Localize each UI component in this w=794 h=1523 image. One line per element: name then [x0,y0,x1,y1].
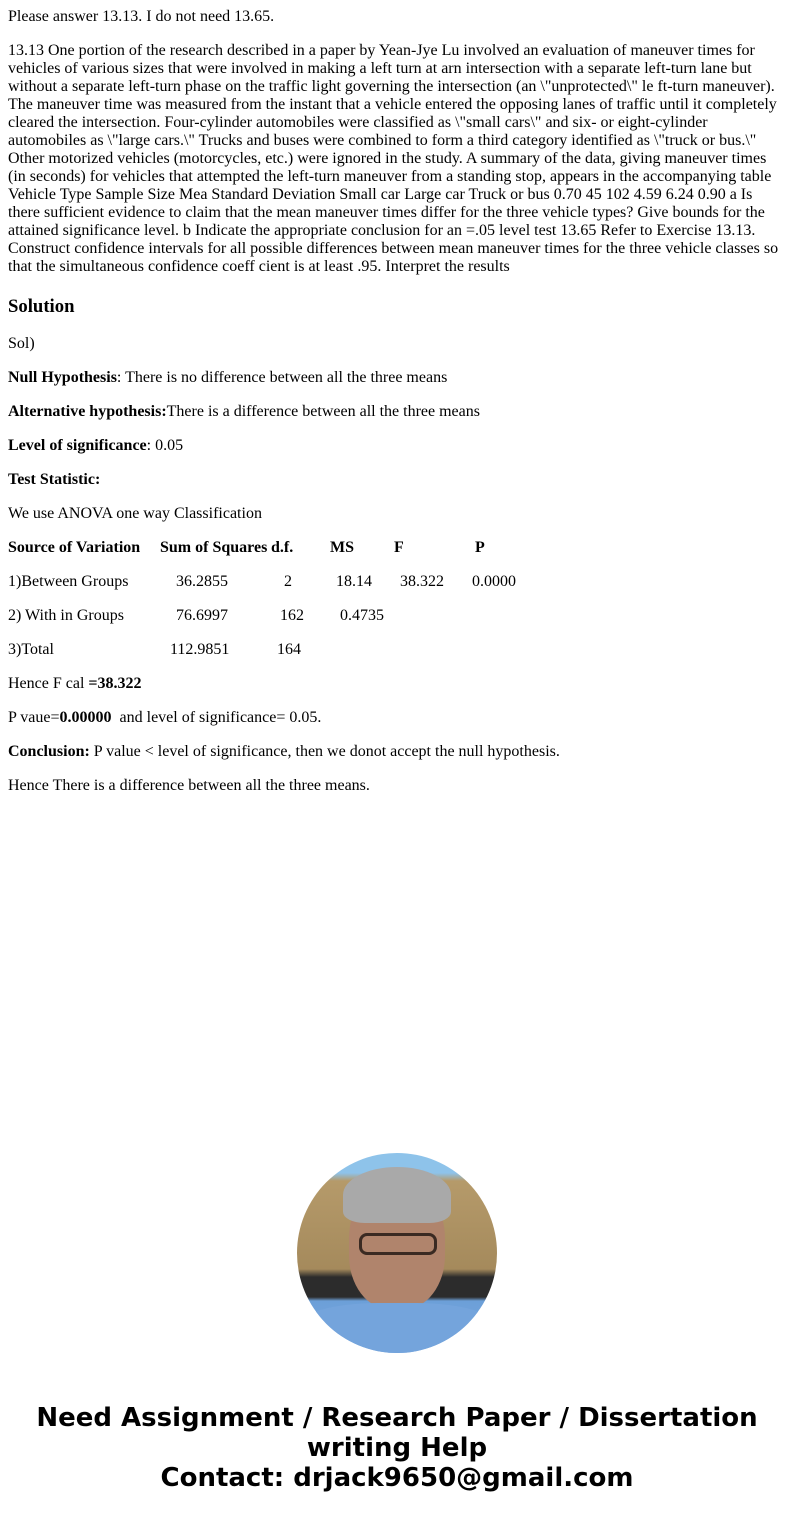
null-hypothesis [8,369,447,387]
solution-heading: Solution [8,296,75,317]
cell-source: 3)Total [8,641,54,658]
null-text: : There is no difference between all the three means [116,369,448,386]
test-label: Test Statistic: [8,471,101,488]
header-ms: MS [330,539,354,556]
fcal-value: =38.322 [88,675,142,692]
cell-df: 162 [280,607,304,624]
cell-f: 38.322 [400,573,444,590]
f-calculated [8,675,142,693]
pvalue-suffix: and level of significance= 0.05. [111,709,322,726]
header-ss: Sum of Squares [160,539,268,556]
conclusion [8,743,560,761]
null-label: Null Hypothesis [8,369,117,386]
avatar-hair [343,1167,451,1223]
sol-label: Sol) [8,335,35,352]
question-body: 13.13 One portion of the research described in a paper by Yean-Jye Lu involved an evaluation of maneuver times for vehicles of various sizes that were involved in making a left turn at arn intersection with a separate left-turn lane but without a separate left-turn phase on the traffic light governing the intersection (an \"unprotected\" le ft-turn maneuver). The maneuver time was measured from the instant that a vehicle entered the opposing lanes of traffic until it completely cleared the intersection. Four-cylinder automobiles were classified as \"small cars\" and six- or eight-cylinder automobiles as \"large cars.\" Trucks and buses were combined to form a third category identified as \"truck or bus.\" Other motorized vehicles (motorcycles, etc.) were ignored in the study. A summary of the data, giving maneuver times (in seconds) for vehicles that attempted the left-turn maneuver from a standing stop, appears in the accompanying table Vehicle Type Sample Size Mea Standard Deviation Small car Large car Truck or bus 0.70 45 102 4.59 6.24 0.90 a Is there sufficient evidence to claim that the mean maneuver times differ for the three vehicle types? Give bounds for the attained significance level. b Indicate the appropriate conclusion for an =.05 level test 13.65 Refer to Exercise 13.13. Construct confidence intervals for all possible differences between mean maneuver times for the three vehicle classes so that the simultaneous confidence coeff cient is at least .95. Interpret the results [8,42,779,275]
alt-text: There is a difference between all the three means [166,403,480,420]
los-text: : 0.05 [146,437,184,454]
cell-ss: 112.9851 [170,641,230,658]
header-df: d.f. [271,539,294,556]
cell-ms: 0.4735 [340,607,384,624]
avatar-shirt [297,1303,497,1353]
final-statement: Hence There is a difference between all the three means. [8,777,370,794]
cell-ms: 18.14 [336,573,372,590]
alt-label: Alternative hypothesis: [8,403,167,420]
pvalue-prefix: P vaue= [8,709,60,726]
cell-p: 0.0000 [472,573,516,590]
pvalue-value: 0.00000 [59,709,112,726]
cell-source: 2) With in Groups [8,607,124,624]
cell-ss: 76.6997 [176,607,228,624]
conclusion-text: P value < level of significance, then we donot accept the null hypothesis. [89,743,560,760]
author-avatar [297,1153,497,1353]
promo-line-1: Need Assignment / Research Paper / Dissertation [36,1403,758,1433]
cell-df: 164 [277,641,301,658]
header-f: F [394,539,404,556]
level-of-significance [8,437,183,455]
avatar-glasses [359,1233,437,1255]
cell-df: 2 [284,573,292,590]
promo-banner [0,1403,794,1493]
fcal-prefix: Hence F cal [8,675,89,692]
cell-ss: 36.2855 [176,573,228,590]
conclusion-label: Conclusion: [8,743,90,760]
los-label: Level of significance [8,437,147,454]
question-request: Please answer 13.13. I do not need 13.65. [8,8,275,25]
header-p: P [475,539,485,556]
method: We use ANOVA one way Classification [8,505,262,522]
promo-line-2: writing Help [306,1433,488,1463]
header-source: Source of Variation [8,539,141,556]
alternative-hypothesis [8,403,480,421]
promo-contact: Contact: drjack9650@gmail.com [160,1463,634,1493]
cell-source: 1)Between Groups [8,573,129,590]
p-value [8,709,321,727]
test-statistic [8,471,100,489]
